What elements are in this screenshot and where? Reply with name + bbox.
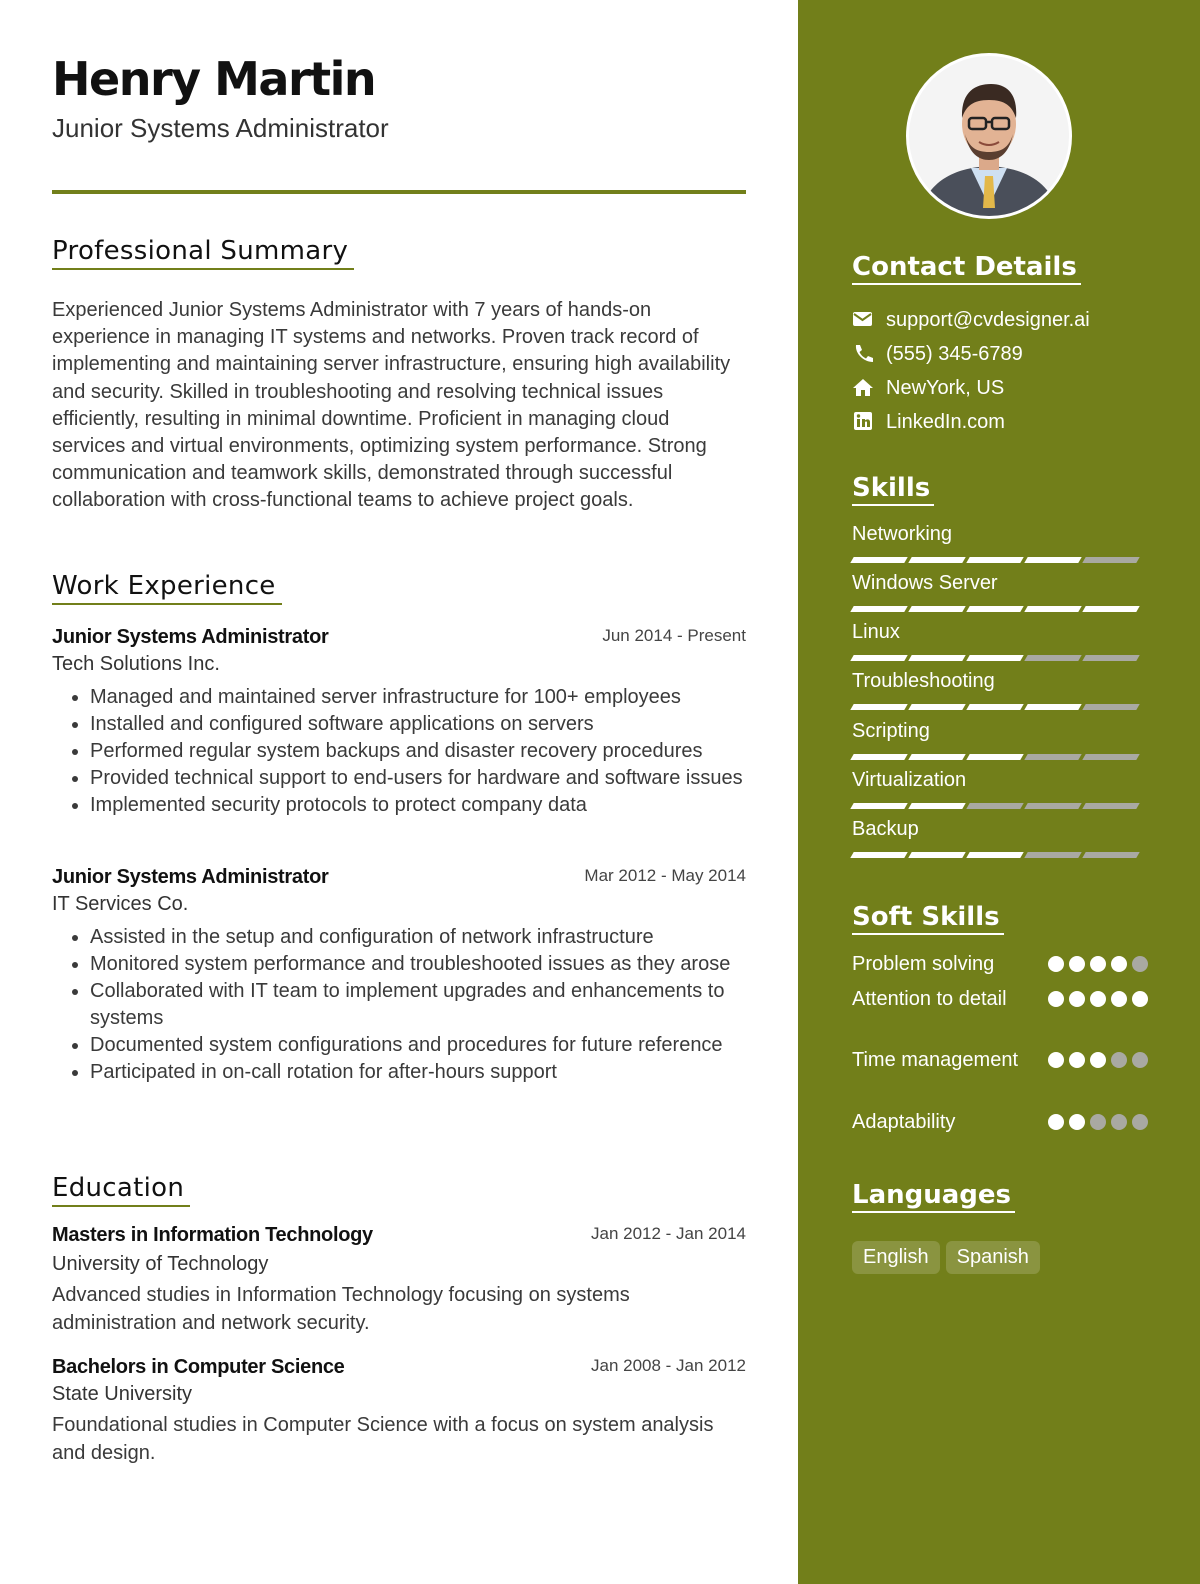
- skill-name: Scripting: [852, 720, 930, 742]
- skill-segment-filled: [1024, 557, 1081, 563]
- job-role: Junior Systems Administrator: [52, 866, 329, 888]
- skill-name: Networking: [852, 523, 953, 545]
- skill-segment-filled: [908, 754, 965, 760]
- portrait-image: [909, 56, 1069, 216]
- skill-item: [852, 818, 1148, 858]
- contact-linkedin[interactable]: [852, 411, 1005, 441]
- avatar: [906, 53, 1072, 219]
- job-company: IT Services Co.: [52, 893, 189, 915]
- job-bullets: [52, 684, 746, 819]
- skill-segment-empty: [1082, 655, 1139, 661]
- contact-phone-text: (555) 345-6789: [886, 343, 1023, 365]
- education-heading: Education: [52, 1173, 190, 1207]
- soft-skill-rating: [1048, 956, 1148, 972]
- rating-dot-filled: [1111, 991, 1127, 1007]
- education-desc: Advanced studies in Information Technology focusing on systems administration and network security.: [52, 1284, 630, 1334]
- skill-segment-empty: [1024, 852, 1081, 858]
- skill-level-bar: [852, 852, 1148, 858]
- languages-list: [852, 1241, 1040, 1274]
- skill-segment-filled: [850, 655, 907, 661]
- job-entry: [52, 626, 746, 819]
- skill-level-bar: [852, 557, 1148, 563]
- skill-segment-filled: [908, 803, 965, 809]
- skill-segment-empty: [1082, 803, 1139, 809]
- rating-dot-empty: [1111, 1052, 1127, 1068]
- skill-segment-filled: [850, 803, 907, 809]
- job-role: Junior Systems Administrator: [52, 626, 329, 648]
- language-tag: English: [852, 1241, 940, 1274]
- soft-skill-name: Adaptability: [852, 1111, 956, 1133]
- envelope-icon: [852, 309, 874, 329]
- bullet-item: • Participated in on-call rotation for after-hours support: [90, 1059, 746, 1086]
- education-entry: [52, 1356, 746, 1467]
- bullet-item: • Assisted in the setup and configuration of network infrastructure: [90, 924, 746, 951]
- skill-item: [852, 523, 1148, 563]
- skill-segment-empty: [1082, 754, 1139, 760]
- job-company: Tech Solutions Inc.: [52, 653, 220, 675]
- skill-segment-empty: [1024, 655, 1081, 661]
- skill-name: Virtualization: [852, 769, 967, 791]
- rating-dot-filled: [1132, 991, 1148, 1007]
- rating-dot-empty: [1132, 1052, 1148, 1068]
- soft-skill-item: [852, 1109, 1148, 1136]
- skill-segment-filled: [908, 606, 965, 612]
- education-degree: Masters in Information Technology: [52, 1224, 373, 1246]
- bullet-item: • Implemented security protocols to protect company data: [90, 792, 746, 819]
- soft-skill-rating: [1048, 1114, 1148, 1130]
- skill-segment-filled: [850, 704, 907, 710]
- rating-dot-filled: [1069, 1114, 1085, 1130]
- rating-dot-filled: [1090, 991, 1106, 1007]
- skill-segment-filled: [908, 655, 965, 661]
- linkedin-icon: [852, 411, 874, 431]
- phone-icon: [852, 343, 874, 363]
- language-tag: Spanish: [946, 1241, 1040, 1274]
- skill-level-bar: [852, 803, 1148, 809]
- bullet-item: • Documented system configurations and procedures for future reference: [90, 1032, 746, 1059]
- job-dates: Jun 2014 - Present: [602, 626, 746, 645]
- education-school: State University: [52, 1383, 193, 1405]
- skill-segment-empty: [1024, 803, 1081, 809]
- skill-segment-filled: [966, 606, 1023, 612]
- skill-segment-filled: [850, 754, 907, 760]
- rating-dot-filled: [1048, 1114, 1064, 1130]
- skill-segment-filled: [966, 704, 1023, 710]
- skills-heading: Skills: [852, 473, 934, 506]
- skill-item: [852, 621, 1148, 661]
- soft-skill-name: Time management: [852, 1049, 1018, 1071]
- contact-location-text: NewYork, US: [886, 377, 1005, 399]
- rating-dot-filled: [1069, 956, 1085, 972]
- skill-segment-filled: [1082, 606, 1139, 612]
- skill-segment-filled: [908, 704, 965, 710]
- bullet-item: • Collaborated with IT team to implement upgrades and enhancements to systems: [90, 978, 746, 1032]
- rating-dot-empty: [1111, 1114, 1127, 1130]
- rating-dot-filled: [1048, 956, 1064, 972]
- summary-heading: Professional Summary: [52, 236, 354, 270]
- skill-segment-filled: [966, 557, 1023, 563]
- skill-segment-filled: [966, 852, 1023, 858]
- rating-dot-filled: [1090, 956, 1106, 972]
- soft-skills-heading: Soft Skills: [852, 902, 1004, 935]
- skill-level-bar: [852, 655, 1148, 661]
- skill-item: [852, 720, 1148, 760]
- skill-segment-empty: [1082, 704, 1139, 710]
- skill-item: [852, 572, 1148, 612]
- skill-segment-filled: [1024, 606, 1081, 612]
- soft-skill-item: [852, 1047, 1148, 1074]
- skill-segment-filled: [966, 655, 1023, 661]
- soft-skill-item: [852, 986, 1148, 1013]
- rating-dot-filled: [1048, 991, 1064, 1007]
- candidate-name: Henry Martin: [52, 52, 376, 106]
- job-dates: Mar 2012 - May 2014: [584, 866, 746, 885]
- skill-item: [852, 670, 1148, 710]
- header-divider: [52, 190, 746, 194]
- soft-skill-name: Problem solving: [852, 953, 995, 975]
- soft-skill-rating: [1048, 1052, 1148, 1068]
- rating-dot-filled: [1069, 991, 1085, 1007]
- home-icon: [852, 377, 874, 397]
- skill-segment-filled: [850, 606, 907, 612]
- contact-linkedin-text: LinkedIn.com: [886, 411, 1005, 433]
- skill-name: Backup: [852, 818, 919, 840]
- skill-segment-filled: [1024, 704, 1081, 710]
- job-bullets: [52, 924, 746, 1086]
- job-entry: [52, 866, 746, 1086]
- contact-location: [852, 377, 1004, 407]
- skill-segment-filled: [908, 852, 965, 858]
- skill-level-bar: [852, 754, 1148, 760]
- languages-heading: Languages: [852, 1180, 1015, 1213]
- summary-text: Experienced Junior Systems Administrator with 7 years of hands-on experience in managing IT systems and networks. Proven track record of implementing and maintaining server infrastructure, ensuring high availability and security. Skilled in troubleshooting and resolving technical issues efficiently, resulting in minimal downtime. Proficient in managing cloud services and virtual environments, optimizing system performance. Strong communication and teamwork skills, demonstrated through successful collaboration with cross-functional teams to achieve project goals.: [52, 299, 731, 512]
- skill-level-bar: [852, 704, 1148, 710]
- rating-dot-empty: [1090, 1114, 1106, 1130]
- rating-dot-filled: [1111, 956, 1127, 972]
- skill-segment-filled: [966, 754, 1023, 760]
- contact-phone[interactable]: [852, 343, 1023, 373]
- skill-segment-empty: [966, 803, 1023, 809]
- contact-heading: Contact Details: [852, 252, 1081, 285]
- education-entry: [52, 1224, 746, 1337]
- contact-email-text: support@cvdesigner.ai: [886, 309, 1090, 331]
- contact-email[interactable]: [852, 309, 1090, 339]
- soft-skill-rating: [1048, 991, 1148, 1007]
- rating-dot-filled: [1069, 1052, 1085, 1068]
- bullet-item: • Provided technical support to end-users for hardware and software issues: [90, 765, 746, 792]
- candidate-title: Junior Systems Administrator: [52, 113, 389, 143]
- skill-segment-filled: [850, 852, 907, 858]
- skill-segment-empty: [1082, 557, 1139, 563]
- soft-skill-item: [852, 951, 1148, 978]
- bullet-item: • Managed and maintained server infrastructure for 100+ employees: [90, 684, 746, 711]
- rating-dot-filled: [1048, 1052, 1064, 1068]
- skill-name: Windows Server: [852, 572, 998, 594]
- skill-name: Linux: [852, 621, 900, 643]
- rating-dot-filled: [1090, 1052, 1106, 1068]
- education-degree: Bachelors in Computer Science: [52, 1356, 345, 1378]
- rating-dot-empty: [1132, 1114, 1148, 1130]
- skill-item: [852, 769, 1148, 809]
- skill-segment-filled: [908, 557, 965, 563]
- experience-heading: Work Experience: [52, 571, 282, 605]
- education-school: University of Technology: [52, 1253, 269, 1275]
- bullet-item: • Monitored system performance and troubleshooted issues as they arose: [90, 951, 746, 978]
- skill-segment-filled: [850, 557, 907, 563]
- education-desc: Foundational studies in Computer Science with a focus on system analysis and design.: [52, 1414, 714, 1464]
- education-dates: Jan 2012 - Jan 2014: [590, 1224, 746, 1243]
- skill-segment-empty: [1024, 754, 1081, 760]
- rating-dot-empty: [1132, 956, 1148, 972]
- education-dates: Jan 2008 - Jan 2012: [590, 1356, 746, 1375]
- bullet-item: • Performed regular system backups and disaster recovery procedures: [90, 738, 746, 765]
- skill-name: Troubleshooting: [852, 670, 995, 692]
- skill-level-bar: [852, 606, 1148, 612]
- bullet-item: • Installed and configured software applications on servers: [90, 711, 746, 738]
- soft-skill-name: Attention to detail: [852, 988, 1007, 1010]
- skill-segment-empty: [1082, 852, 1139, 858]
